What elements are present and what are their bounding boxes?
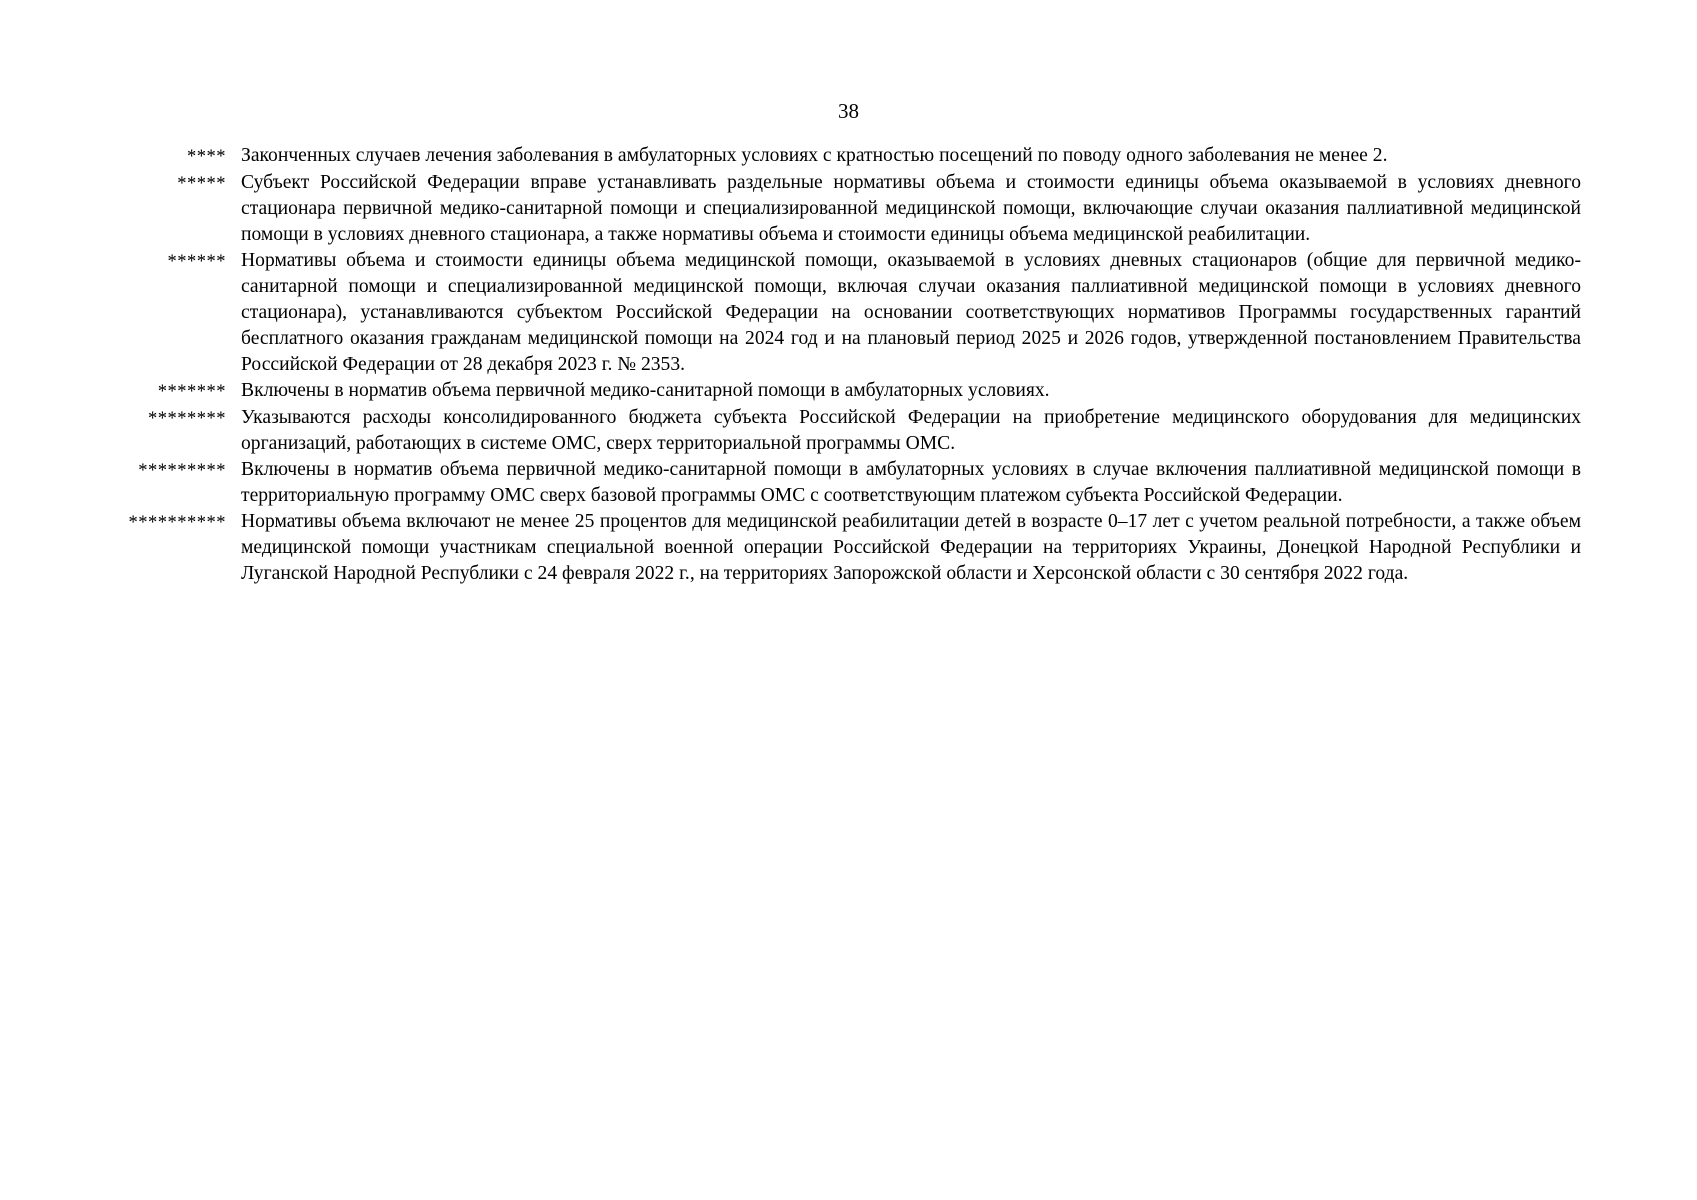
footnote-text: Включены в норматив объема первичной медико-санитарной помощи в амбулаторных условиях. [241,380,1050,401]
footnote-marker: ********** [128,513,226,533]
footnote-item [0,457,1697,509]
footnote-text: Указываются расходы консолидированного бюджета субъекта Российской Федерации на приобретение медицинского оборудования для медицинских организаций, работающих в системе ОМС, сверх территориальной программы ОМС. [241,407,1581,454]
footnote-marker: ****** [167,252,226,272]
footnote-item [0,248,1697,378]
footnote-item [0,378,1697,405]
footnote-item [0,509,1697,587]
footnote-marker: ******* [157,382,226,402]
footnote-marker: **** [187,147,226,167]
footnote-text: Нормативы объема и стоимости единицы объема медицинской помощи, оказываемой в условиях дневных стационаров (общие для первичной медико-санитарной помощи и специализированной медицинской помощи, включая случаи оказания паллиативной медицинской помощи в условиях дневного стационара), устанавливаются субъектом Российской Федерации на основании соответствующих нормативов Программы государственных гарантий бесплатного оказания гражданам медицинской помощи на 2024 год и на плановый период 2025 и 2026 годов, утвержденной постановлением Правительства Российской Федерации от 28 декабря 2023 г. № 2353. [241,250,1581,375]
footnote-marker: ******** [148,409,226,429]
page-number: 38 [838,99,859,123]
footnote-text: Субъект Российской Федерации вправе устанавливать раздельные нормативы объема и стоимости единицы объема оказываемой в условиях дневного стационара первичной медико-санитарной помощи и специализированной медицинской помощи, включающие случаи оказания паллиативной медицинской помощи в условиях дневного стационара, а также нормативы объема и стоимости единицы объема медицинской реабилитации. [241,172,1581,245]
footnote-marker: ********* [138,461,226,481]
footnote-item [0,143,1697,170]
footnote-text: Законченных случаев лечения заболевания в амбулаторных условиях с кратностью посещений по поводу одного заболевания не менее 2. [241,145,1388,166]
footnote-marker: ***** [177,174,226,194]
footnote-text: Нормативы объема включают не менее 25 процентов для медицинской реабилитации детей в возрасте 0–17 лет с учетом реальной потребности, а также объем медицинской помощи участникам специальной военной операции Российской Федерации на территориях Украины, Донецкой Народной Республики и Луганской Народной Республики с 24 февраля 2022 г., на территориях Запорожской области и Херсонской области с 30 сентября 2022 года. [241,511,1581,584]
footnote-item [0,405,1697,457]
footnote-list [0,143,1697,587]
footnote-item [0,170,1697,248]
footnote-text: Включены в норматив объема первичной медико-санитарной помощи в амбулаторных условиях в случае включения паллиативной медицинской помощи в территориальную программу ОМС сверх базовой программы ОМС с соответствующим платежом субъекта Российской Федерации. [241,459,1581,506]
